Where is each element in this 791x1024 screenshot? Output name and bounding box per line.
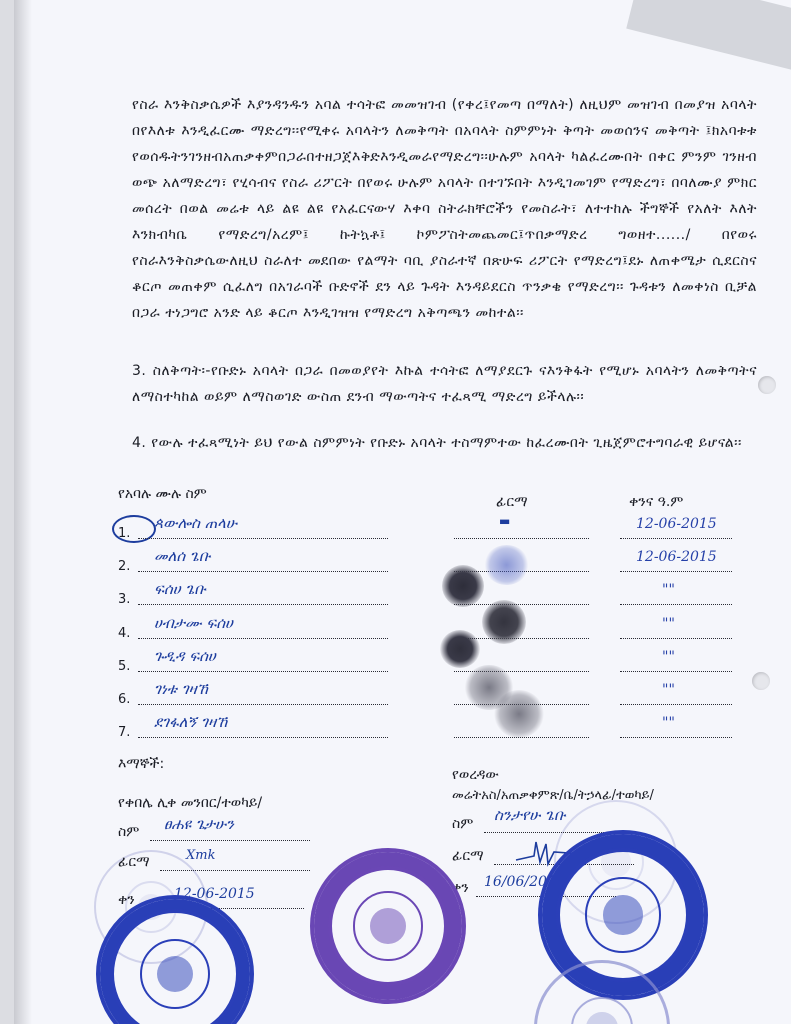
witness-left-date-label: ቀን [118,892,135,908]
member-row [14,614,791,650]
member-row [14,580,791,616]
witness-right-sign-label: ፊርማ [452,848,484,864]
date-dotted-line [620,604,732,605]
signature-scribble: ▬ [499,514,511,528]
name-dotted-line [138,671,388,672]
witness-left-name-label: ስም [118,824,140,840]
folded-corner [626,0,791,70]
member-row [14,514,791,550]
date-dotted-line [620,538,732,539]
column-header-date: ቀንና ዓ.ም [629,494,684,510]
signature-dotted-line [454,604,589,605]
member-date: "" [662,616,675,632]
witness-right-date: 16/06/2015 [484,874,565,890]
name-dotted-line [138,704,388,705]
date-dotted-line [620,671,732,672]
witness-left-role: የቀበሌ ሊቀ መንበር/ተወካይ/ [118,795,263,811]
member-row [14,547,791,583]
column-header-signature: ፊርማ [496,494,528,510]
member-row [14,713,791,749]
name-dotted-line [138,571,388,572]
paper-edge-shadow [14,0,32,1024]
member-date: "" [662,715,675,731]
member-date: "" [662,582,675,598]
witness-right-name-label: ስም [452,816,474,832]
date-dotted-line [620,638,732,639]
name-dotted-line [138,538,388,539]
witnesses-title: እማኞች: [118,756,165,772]
column-header-name: የአባሉ ሙሉ ስም [118,486,207,502]
name-dotted-line [138,638,388,639]
witness-left-signature: Xmk [186,848,216,863]
dotted-line [160,870,310,871]
date-dotted-line [620,737,732,738]
member-number: 5. [118,659,131,674]
member-name: መለሰ ጌቡ [154,547,211,565]
date-dotted-line [620,571,732,572]
date-dotted-line [620,704,732,705]
punch-hole-top [758,376,776,394]
member-number: 7. [118,725,131,740]
witness-left-sign-label: ፊርማ [118,854,150,870]
member-date: "" [662,649,675,665]
member-number: 4. [118,626,131,641]
member-name: ጳውሎስ ጠላሁ [154,514,237,532]
member-number: 2. [118,559,131,574]
witness-right-title: የወረዳው [452,767,499,783]
thumbprint [484,545,529,585]
member-name: ጉዲዳ ፍሰሀ [154,647,216,665]
name-dotted-line [138,737,388,738]
member-name: ሀብታሙ ፍሰሀ [154,614,233,632]
witness-right-role: መሬትአስ/አጠቃቀምጽ/ቤ/ትኃላፊ/ተወካይ/ [452,788,654,803]
official-stamp-purple [310,848,466,1004]
member-date: 12-06-2015 [636,516,717,532]
member-name: ፍሰሀ ጌቡ [154,580,206,598]
thumbprint [442,565,484,607]
member-date: "" [662,682,675,698]
witness-left-name: ፀሐዩ ጌታሁን [164,815,234,833]
thumbprint [482,600,526,644]
signature-dotted-line [454,538,589,539]
agreement-paragraph-effectiveness: 4. የውሉ ተፈጻሚነት ይህ የውል ስምምነት የቡድኑ አባላት ተስማምተው ከፈረሙበት ጊዜጀምሮተግባራዊ ይሆናል፡፡ [132,435,742,451]
member-number: 3. [118,592,131,607]
member-row [14,680,791,716]
member-date: 12-06-2015 [636,549,717,565]
document-sheet [14,0,791,1024]
member-name: ገነቱ ገዛኸ [154,680,208,698]
agreement-paragraph-penalty: 3. ስለቅጣት፡-የቡድኑ አባላት በጋራ በመወያየት እኩል ተሳትፎ ለማያደርጉ ናእንቅፋት የሚሆኑ አባላትን ለመቅጣትና ለማስተካከል ወይም ለማስወገድ ውስጠ ደንብ ማውጣትና ተፈጻሚ ማድረግ ይችላሉ፡፡ [132,363,757,405]
witness-right-date-label: ቀን [452,880,469,896]
member-number: 1. [118,526,131,541]
thumbprint [494,690,544,738]
dotted-line [150,840,310,841]
member-number: 6. [118,692,131,707]
member-row [14,647,791,683]
witness-left-date: 12-06-2015 [174,886,255,902]
thumbprint [440,630,480,668]
witness-right-name: ስንታየሁ ጌቡ [494,806,566,824]
member-name: ደገፋለኝ ገዛኸ [154,713,228,731]
name-dotted-line [138,604,388,605]
agreement-paragraph-duties: የስራ እንቅስቃሴዎች እያንዳንዱን አባል ተሳትፎ መመዝገብ (የቀረ፤የመጣ በማለት) ለዚህም መዝገብ በመያዝ አባላት በየእለቱ እንዲፈርሙ ማድረግ፡፡የሚቀሩ አባላትን ለመቅጣት በአባላት ስምምነት ቅጣት መወሰንና መቅጣት ፤ክአባቱቱ የወሰዱትንገንዘብአጠቃቀምበጋራበተዘጋጀእቅድእንዲመራየማድረግ፡፡ሁሉም አባላት ካልፈረሙበት በቀር ምንም ገንዘብ ወጭ አለማድረግ፣ የሂሳብና የስራ ሪፖርት በየወሩ ሁሉም አባላት በተገኙበት እንዲገመገም የማድረግ፣ በባለሙያ ምክር መሰረት በወል መሬቱ ላይ ልዩ ልዩ የአፈርናውሃ እቀባ ስትራክቸሮችን የመስራት፣ ለተተከሉ ችግኞች የአለት እለት እንክብካቤ የማድረግ/አረም፤ ኩትኳቶ፤ ኮምፖስትመጨመር፤ጥበቃማድረ ግወዘተ....../ በየወሩ የስራእንቅስቃሴውለዚህ ስራለተ መደበው የልማት ባቢ ያስራተኛ በጽሁፍ ሪፖርት የማድረግ፤ደኑ ለጠቀሜታ ሲደርስና ቆርጦ መጠቀም ሲፈለግ በአገራባች ቡድኖች ደን ላይ ጉዳት እንዳይደርስ ጥንቃቄ የማድረግ፡፡ ጉዳቱን ለመቀነስ ቢቻል በጋራ ተነጋግሮ አንድ ላይ ቆርጦ እንዲገዝዝ የማድረግ አቅጣጫን መከተል፡፡ [132,97,757,321]
